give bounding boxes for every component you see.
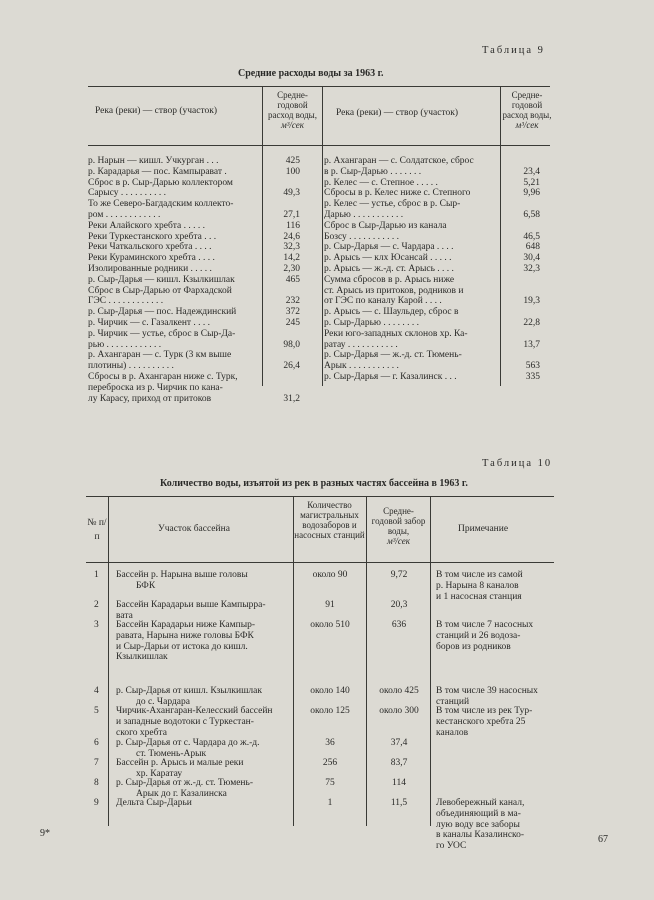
table9-row-text: Реки Чаткальского хребта . . . . bbox=[88, 242, 212, 253]
table9-row-text: Реки Туркестанского хребта . . . bbox=[88, 231, 217, 242]
table10-row-intake: 83,7 bbox=[390, 758, 408, 768]
table9-row-text: Сарысу . . . . . . . . . . bbox=[88, 188, 167, 199]
table9-row-text: р. Сыр-Дарья — кишл. Кзылкишлак bbox=[88, 274, 235, 285]
table10-header-no: № п/п bbox=[87, 518, 107, 542]
table9-row-text: Сброс в Сыр-Дарью от Фархадской bbox=[88, 285, 232, 296]
table9-row-value: 335 bbox=[525, 372, 540, 382]
table9-row-text: от ГЭС по каналу Карой . . . . bbox=[324, 296, 442, 307]
table9-row-text: р. Ахангаран — с. Турк (3 км выше bbox=[88, 350, 232, 361]
table10-row-no: 9 bbox=[94, 798, 99, 808]
table9-row-text: р. Келес — устье, сброс в р. Сыр- bbox=[324, 199, 461, 210]
table10-row-note: в каналы Казалинско- bbox=[436, 830, 525, 841]
table9-caption: Таблица 9 bbox=[482, 45, 545, 56]
table9-row-text: р. Сыр-Дарья — пос. Надеждинский bbox=[88, 307, 237, 318]
table10-row-intake: 11,5 bbox=[390, 798, 408, 808]
table10-row-count: 1 bbox=[327, 798, 333, 808]
table10-row-note: В том числе из рек Тур- bbox=[436, 706, 533, 716]
table9-row-text: Бозсу . . . . . . . . . . . bbox=[324, 231, 400, 242]
table9-row-text: р. Арысь — ж.-д. ст. Арысь . . . . bbox=[324, 264, 454, 274]
table9-header-river-left: Река (реки) — створ (участок) bbox=[95, 106, 218, 116]
table9-row-value: 22,8 bbox=[523, 318, 540, 328]
table10-title: Количество воды, изъятой из рек в разных частях бассейна в 1963 г. bbox=[160, 478, 468, 489]
table10-divider-1 bbox=[108, 496, 109, 826]
table10-row-section: Дельта Сыр-Дарьи bbox=[116, 798, 192, 808]
table9-header-rule bbox=[88, 145, 550, 146]
table10-row-note: каналов bbox=[436, 727, 469, 738]
table10-row-note: р. Нарына 8 каналов bbox=[436, 580, 519, 591]
table10-row-intake: 114 bbox=[392, 778, 406, 788]
table10-divider-4 bbox=[430, 496, 431, 826]
table10-row-section: ст. Тюмень-Арык bbox=[136, 748, 207, 759]
table9-row-value: 245 bbox=[285, 318, 300, 328]
table10-row-section: БФК bbox=[136, 580, 156, 591]
table9-row-value: 26,4 bbox=[283, 361, 300, 372]
page-number: 67 bbox=[598, 834, 608, 845]
table9-row-value: 98,0 bbox=[283, 339, 300, 350]
table9-row-value: 5,21 bbox=[523, 177, 540, 188]
table10-row-intake: 9,72 bbox=[390, 570, 408, 580]
table10-row-section: Бассейн р. Нарына выше головы bbox=[116, 570, 248, 580]
table10-row-intake: 20,3 bbox=[390, 600, 408, 610]
table9-row-text: переброска из р. Чирчик по кана- bbox=[88, 382, 223, 393]
table10-row-note: кестанского хребта 25 bbox=[436, 716, 526, 727]
table10-row-section: р. Сыр-Дарья от кишл. Кзылкишлак bbox=[116, 686, 262, 696]
table9-row-value: 425 bbox=[285, 156, 300, 166]
table10-caption: Таблица 10 bbox=[482, 458, 553, 469]
table9-row-value: 372 bbox=[285, 307, 300, 318]
table9-row-text: р. Ахангаран — с. Солдатское, сброс bbox=[324, 156, 474, 166]
table10-row-section: до с. Чардара bbox=[136, 696, 190, 707]
table10-row-note: боров из родников bbox=[436, 641, 511, 652]
table10-row-note: го УОС bbox=[436, 841, 467, 852]
table10-row-count: около 510 bbox=[310, 620, 350, 630]
table10-row-count: 91 bbox=[325, 600, 335, 610]
table10-row-section: хр. Каратау bbox=[136, 768, 183, 779]
table10-row-intake: около 425 bbox=[379, 686, 419, 696]
table9-row-value: 27,1 bbox=[283, 210, 300, 220]
table9-row-value: 9,96 bbox=[523, 188, 540, 199]
table9-row-value: 49,3 bbox=[283, 188, 300, 199]
table10-header-count: Количество магистральных водозаборов и насосных станций bbox=[294, 500, 365, 540]
table9-row-text: Реки Алайского хребта . . . . . bbox=[88, 220, 206, 231]
table9-row-text: р. Нарын — кишл. Учкурган . . . bbox=[88, 156, 219, 166]
table9-row-value: 23,4 bbox=[523, 166, 540, 177]
table9-header-river-right: Река (реки) — створ (участок) bbox=[336, 108, 459, 118]
table10-row-no: 3 bbox=[94, 620, 99, 630]
table9-row-value: 31,2 bbox=[283, 393, 300, 404]
table10-row-section: Арык до г. Казалинска bbox=[136, 788, 227, 799]
table10-row-section: Чирчик-Ахангаран-Келесский бассейн bbox=[116, 706, 273, 716]
table9-row-text: Арык . . . . . . . . . . . bbox=[324, 361, 399, 372]
table9-row-text: Сброс в Сыр-Дарью из канала bbox=[324, 220, 447, 231]
table10-row-note: В том числе 39 насосных bbox=[436, 686, 538, 696]
table9-row-text: Сбросы в р. Ахангаран ниже с. Турк, bbox=[88, 372, 238, 382]
table9-row-value: 100 bbox=[285, 166, 300, 177]
table9-row-value: 232 bbox=[285, 296, 300, 307]
table10-row-section: Бассейн Карадарьи выше Кампырра- bbox=[116, 600, 266, 610]
table9-row-value: 32,3 bbox=[283, 242, 300, 253]
table9-row-value: 648 bbox=[525, 242, 540, 253]
table9-row-text: лу Карасу, приход от притоков bbox=[88, 393, 212, 404]
table10-row-count: 256 bbox=[322, 758, 338, 768]
table10-row-no: 1 bbox=[94, 570, 99, 580]
table10-row-note: станций bbox=[436, 696, 470, 707]
table9-row-text: р. Сыр-Дарью . . . . . . . . bbox=[324, 318, 420, 328]
table10-row-section: и Сыр-Дарьи от истока до кишл. bbox=[116, 641, 248, 652]
table9-row-value: 32,3 bbox=[523, 264, 540, 274]
table10-row-intake: 636 bbox=[391, 620, 407, 630]
table9-row-text: Реки Кураминского хребта . . . . bbox=[88, 253, 215, 264]
table9-row-value: 46,5 bbox=[523, 231, 540, 242]
table9-row-text: Сумма сбросов в р. Арысь ниже bbox=[324, 274, 455, 285]
table10-row-note: лую воду все заборы bbox=[436, 819, 520, 830]
table9-row-text: плотины) . . . . . . . . . . bbox=[88, 361, 174, 372]
table10-row-section: ского хребта bbox=[116, 727, 167, 738]
table10-row-note: объединяющий в ма- bbox=[436, 808, 521, 819]
table9-row-text: Сброс в р. Сыр-Дарью коллектором bbox=[88, 177, 233, 188]
table9-row-value: 24,6 bbox=[283, 231, 300, 242]
table9-row-text: р. Келес — с. Степное . . . . . bbox=[324, 177, 438, 188]
table10-row-section: и западные водотоки с Туркестан- bbox=[116, 716, 254, 727]
table10-row-section: р. Сыр-Дарья от с. Чардара до ж.-д. bbox=[116, 738, 260, 748]
table10-row-section: Бассейн Карадарьи ниже Кампыр- bbox=[116, 620, 255, 630]
table10-top-rule bbox=[86, 496, 554, 497]
table10-row-section: равата, Нарына ниже головы БФК bbox=[116, 630, 254, 641]
table10-divider-3 bbox=[366, 496, 367, 826]
table9-row-text: р. Арысь — клх Юсансай . . . . . bbox=[324, 253, 452, 264]
table10-row-no: 7 bbox=[94, 758, 99, 768]
table9-header-flow-left: Средне-годовой расход воды, м³/сек bbox=[268, 90, 317, 130]
table10-row-count: около 90 bbox=[312, 570, 348, 580]
table9-row-text: р. Чирчик — с. Газалкент . . . . bbox=[88, 318, 211, 328]
table9-row-value: 19,3 bbox=[523, 296, 540, 307]
table10-row-count: 36 bbox=[325, 738, 335, 748]
table10-row-no: 5 bbox=[94, 706, 99, 716]
table10-row-intake: около 300 bbox=[379, 706, 419, 716]
table10-row-no: 4 bbox=[94, 686, 99, 696]
table10-row-note: станций и 26 водоза- bbox=[436, 630, 521, 641]
table10-row-no: 8 bbox=[94, 778, 99, 788]
table10-row-section: вата bbox=[116, 610, 133, 621]
table9-row-text: р. Сыр-Дарья — ж.-д. ст. Тюмень- bbox=[324, 350, 462, 361]
table9-row-value: 2,30 bbox=[283, 264, 300, 274]
table10-row-count: около 125 bbox=[310, 706, 350, 716]
table9-row-text: ст. Арысь из притоков, родников и bbox=[324, 285, 464, 296]
table10-row-note: и 1 насосная станция bbox=[436, 591, 522, 602]
table9-row-text: То же Северо-Багдадским коллекто- bbox=[88, 199, 234, 210]
table9-row-value: 563 bbox=[525, 361, 540, 372]
table9-row-value: 116 bbox=[286, 220, 300, 231]
table10-row-note: В том числе 7 насосных bbox=[436, 620, 534, 630]
table9-row-text: в р. Сыр-Дарью . . . . . . . bbox=[324, 166, 422, 177]
table10-row-count: 75 bbox=[325, 778, 335, 788]
table9-row-text: ром . . . . . . . . . . . . bbox=[88, 210, 161, 220]
table9-row-value: 14,2 bbox=[283, 253, 300, 264]
table9-row-text: ГЭС . . . . . . . . . . . . bbox=[88, 296, 164, 307]
table9-row-text: Реки юго-западных склонов хр. Ка- bbox=[324, 328, 468, 339]
table10-row-note: В том числе из самой bbox=[436, 570, 523, 580]
table9-row-text: Дарью . . . . . . . . . . . bbox=[324, 210, 404, 220]
table9-divider-2 bbox=[322, 86, 323, 386]
table9-row-text: Изолированные родники . . . . . bbox=[88, 264, 212, 274]
table9-top-rule bbox=[88, 86, 550, 87]
table10-row-no: 2 bbox=[94, 600, 99, 610]
table9-row-text: р. Сыр-Дарья — с. Чардара . . . . bbox=[324, 242, 454, 253]
table10-header-section: Участок бассейна bbox=[158, 524, 230, 534]
table9-row-value: 30,4 bbox=[523, 253, 540, 264]
table10-header-note: Примечание bbox=[458, 524, 509, 534]
table10-row-section: Кзылкишлак bbox=[116, 652, 168, 663]
table10-header-rule bbox=[86, 562, 554, 563]
table10-row-no: 6 bbox=[94, 738, 99, 748]
signature-mark: 9* bbox=[40, 828, 50, 839]
table10-row-count: около 140 bbox=[310, 686, 350, 696]
table9-title: Средние расходы воды за 1963 г. bbox=[238, 68, 384, 79]
table10-row-section: р. Сыр-Дарья от ж.-д. ст. Тюмень- bbox=[116, 778, 254, 788]
table10-row-note: Левобережный канал, bbox=[436, 798, 525, 808]
table9-row-text: рью . . . . . . . . . . . . bbox=[88, 339, 162, 350]
table9-row-text: ратау . . . . . . . . . . . bbox=[324, 339, 398, 350]
table9-header-flow-right: Средне-годовой расход воды, м³/сек bbox=[502, 90, 552, 130]
table9-row-value: 465 bbox=[285, 274, 300, 285]
table9-row-text: р. Сыр-Дарья — г. Казалинск . . . bbox=[324, 372, 457, 382]
table9-row-text: р. Карадарья — пос. Кампырават . bbox=[88, 166, 227, 177]
table9-row-text: р. Чирчик — устье, сброс в Сыр-Да- bbox=[88, 328, 236, 339]
table9-row-value: 13,7 bbox=[523, 339, 540, 350]
table10-row-intake: 37,4 bbox=[390, 738, 408, 748]
table9-row-value: 6,58 bbox=[523, 210, 540, 220]
table10-header-intake: Средне-годовой забор воды, м³/сек bbox=[371, 506, 426, 546]
table9-row-text: Сбросы в р. Келес ниже с. Степного bbox=[324, 188, 471, 199]
table9-row-text: р. Арысь — с. Шаульдер, сброс в bbox=[324, 307, 459, 318]
table10-row-section: Бассейн р. Арысь и малые реки bbox=[116, 758, 244, 768]
table10-divider-2 bbox=[293, 496, 294, 826]
